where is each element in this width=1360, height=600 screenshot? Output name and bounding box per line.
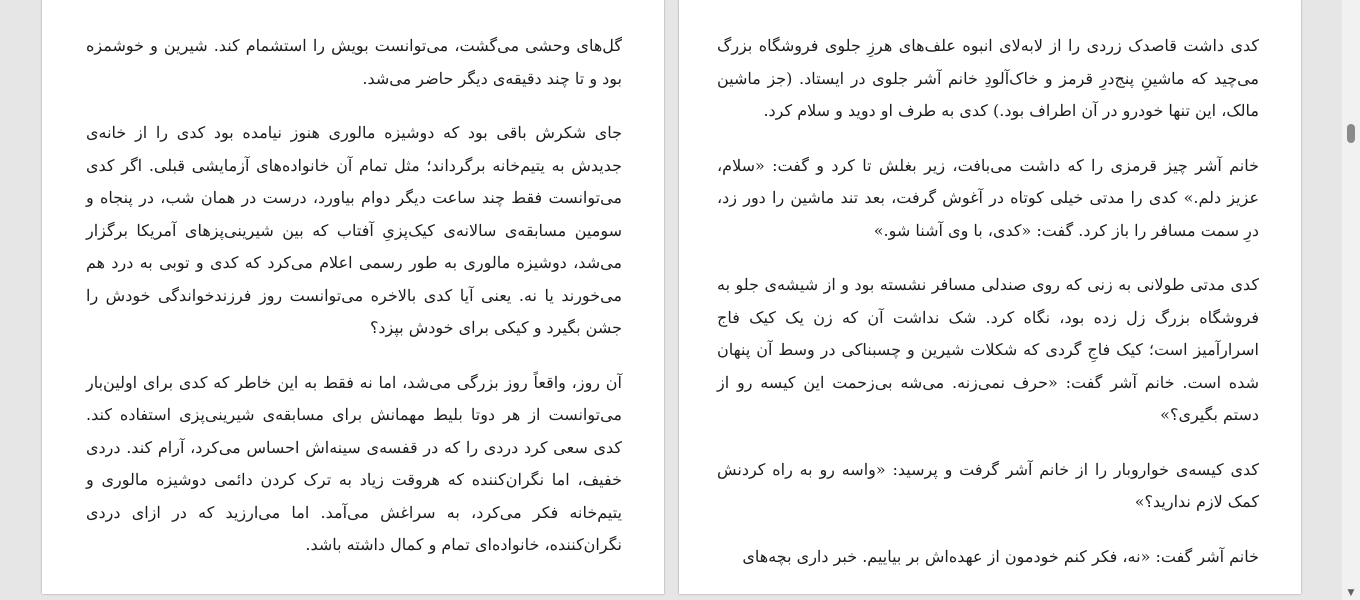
page-left-text [86, 30, 622, 584]
page-left [42, 0, 664, 594]
paragraph: خانم آشر چیز قرمزی را که داشت می‌بافت، زیر بغلش تا کرد و گفت: «سلام، عزیز دلم.» کدی را مدتی خیلی کوتاه در آغوش گرفت، بعد تند ماشین را دور زد، درِ سمت مسافر را باز کرد. گفت: «کدی، با وی آشنا شو.» [717, 155, 1259, 240]
vertical-scrollbar[interactable] [1342, 0, 1360, 600]
paragraph: جای شکرش باقی بود که دوشیزه مالوری هنوز نیامده بود کدی را از خانه‌ی جدیدش به یتیم‌خانه برگرداند؛ مثل تمام آن خانواده‌های آزمایشی قبلی. اگر کدی می‌توانست فقط چند ساعت دیگر دوام بیاورد، درست در همان شب، در پنجاه و سومین مسابقه‌ی سالانه‌ی کیک‌پزیِ آفتاب که بین شیرینی‌پزهای آمریکا برگزار می‌شد، دوشیزه مالوری به طور رسمی اعلام می‌کرد که کدی و توبی به درد هم می‌خورند یا نه. یعنی آیا کدی بالاخره می‌توانست روز فرزندخواندگی خودش را جشن بگیرد و کیکی برای خودش بپزد؟ [86, 123, 623, 337]
page-right [679, 0, 1301, 594]
paragraph: گل‌های وحشی می‌گشت، می‌توانست بویش را استشمام کند. شیرین و خوشمزه بود و تا چند دقیقه‌ی دیگر حاضر می‌شد. [86, 36, 622, 88]
paragraph: آن روز، واقعاً روز بزرگی می‌شد، اما نه فقط به این خاطر که کدی برای اولین‌بار می‌توانست از هر دوتا بلیط مهمانش برای مسابقه‌ی شیرینی‌پزی استفاده کند. کدی سعی کرد دردی را که در قفسه‌ی سینه‌اش احساس می‌کرد، آرام کند. دردی خفیف، اما نگران‌کننده که هروقت زیاد به ترک کردن دائمی دوشیزه مالوری و یتیم‌خانه فکر می‌کرد، به سراغش می‌آمد. اما می‌ارزید که در ازای دردی نگران‌کننده، خانواده‌ای تمام و کمال داشته باشد. [86, 372, 622, 554]
chevron-down-icon[interactable]: ▼ [1347, 588, 1355, 598]
paragraph: کدی داشت قاصدک زردی را از لابه‌لای انبوه علف‌های هرزِ جلوی فروشگاه بزرگ می‌چید که ماشینِ پنج‌درِ قرمز و خاک‌آلودِ خانم آشر جلوی در ایستاد. (جز ماشین مالک، این تنها خودرو در آن اطراف بود.) کدی به طرف او دوید و سلام کرد. [717, 36, 1259, 120]
paragraph: کدی کیسه‌ی خواروبار را از خانم آشر گرفت و پرسید: «واسه رو به راه کردنش کمک لازم ندارید؟» [717, 459, 1259, 511]
paragraph: خانم آشر گفت: «نه، فکر کنم خودمون از عهده‌اش بر بیاییم. خبر داری بچه‌های [742, 546, 1259, 566]
paragraph: کدی مدتی طولانی به زنی که روی صندلی مسافر نشسته بود و از شیشه‌ی جلو به فروشگاه بزرگ زل زده بود، نگاه کرد. شک نداشت آن که زن یک کیک فاج اسرارآمیز است؛ کیک فاجِ گردی که شکلات شیرین و چسبناکی در وسط آن پنهان شده است. خانم آشر گفت: «حرف نمی‌زنه. می‌شه بی‌زحمت این کیسه رو از دستم بگیری؟» [717, 275, 1260, 424]
scrollbar-thumb[interactable] [1347, 124, 1355, 143]
page-right-text [717, 30, 1259, 594]
